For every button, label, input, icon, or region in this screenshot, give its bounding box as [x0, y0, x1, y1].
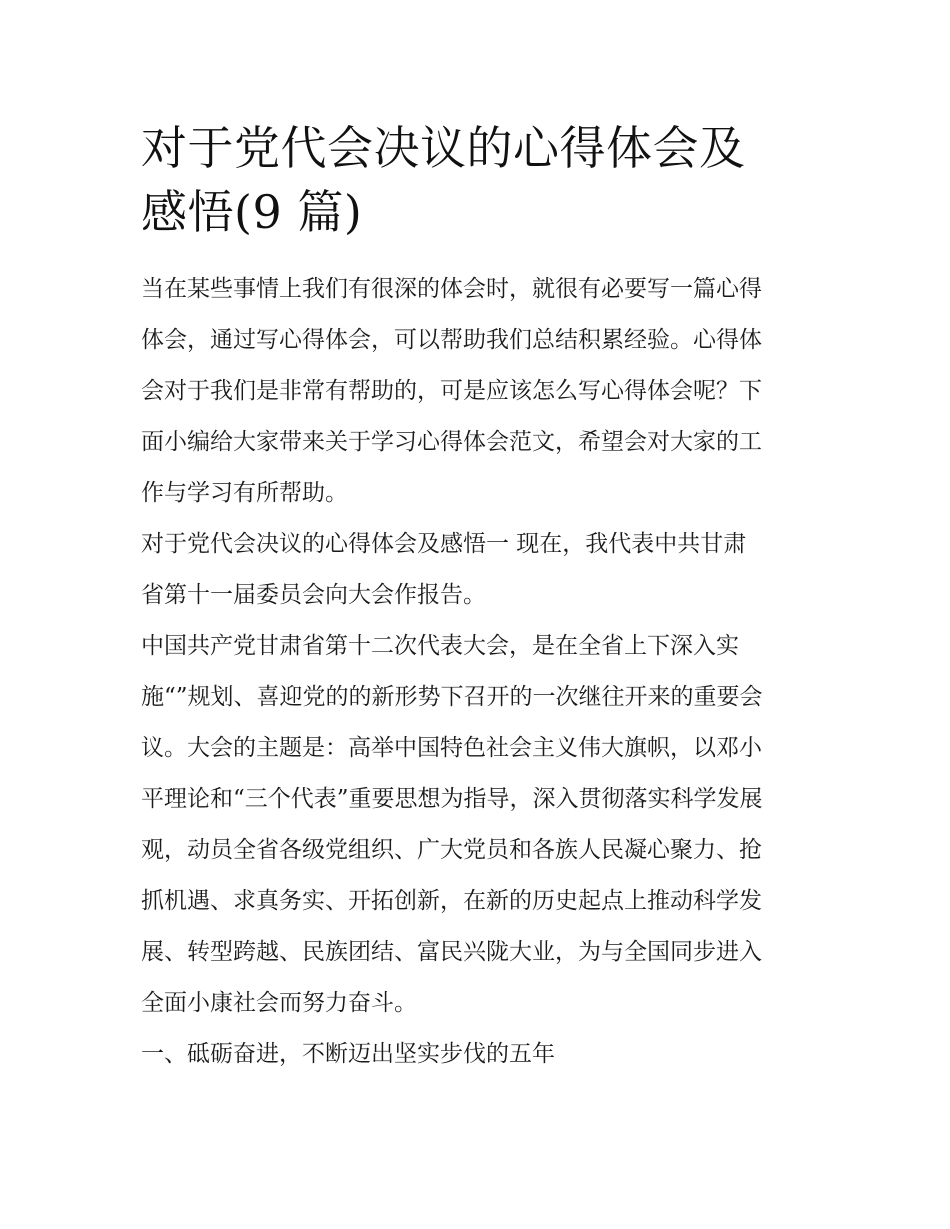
intro-paragraph	[141, 264, 813, 519]
text-line: 一、砥砺奋进，不断迈出坚实步伐的五年	[141, 1041, 555, 1067]
text-line: 对于党代会决议的心得体会及感悟一 现在，我代表中共甘肃	[141, 531, 747, 557]
congress-paragraph	[141, 621, 813, 1029]
text-line: 省第十一届委员会向大会作报告。	[141, 582, 486, 608]
document-body	[141, 264, 813, 1080]
text-line: 会对于我们是非常有帮助的，可是应该怎么写心得体会呢？下	[141, 378, 762, 404]
text-line: 作与学习有所帮助。	[141, 480, 348, 506]
text-line: 中国共产党甘肃省第十二次代表大会，是在全省上下深入实	[141, 633, 739, 659]
text-line: 平理论和“三个代表”重要思想为指导，深入贯彻落实科学发展	[141, 786, 763, 812]
text-line: 观，动员全省各级党组织、广大党员和各族人民凝心聚力、抢	[141, 837, 762, 863]
text-line: 全面小康社会而努力奋斗。	[141, 990, 417, 1016]
text-line: 面小编给大家带来关于学习心得体会范文，希望会对大家的工	[141, 429, 762, 455]
section-heading-paragraph	[141, 1029, 813, 1080]
title-line: 感悟(9 篇)	[141, 185, 363, 239]
text-line: 展、转型跨越、民族团结、富民兴陇大业，为与全国同步进入	[141, 939, 762, 965]
text-line: 抓机遇、求真务实、开拓创新，在新的历史起点上推动科学发	[141, 888, 762, 914]
text-line: 体会，通过写心得体会，可以帮助我们总结积累经验。心得体	[141, 327, 762, 353]
title-line: 对于党代会决议的心得体会及	[141, 121, 746, 175]
text-line: 议。大会的主题是：高举中国特色社会主义伟大旗帜，以邓小	[141, 735, 762, 761]
document-content	[141, 116, 813, 1080]
document-title	[141, 116, 813, 244]
section-one-paragraph	[141, 519, 813, 621]
text-line: 施“”规划、喜迎党的的新形势下召开的一次继往开来的重要会	[141, 684, 763, 710]
text-line: 当在某些事情上我们有很深的体会时，就很有必要写一篇心得	[141, 276, 762, 302]
